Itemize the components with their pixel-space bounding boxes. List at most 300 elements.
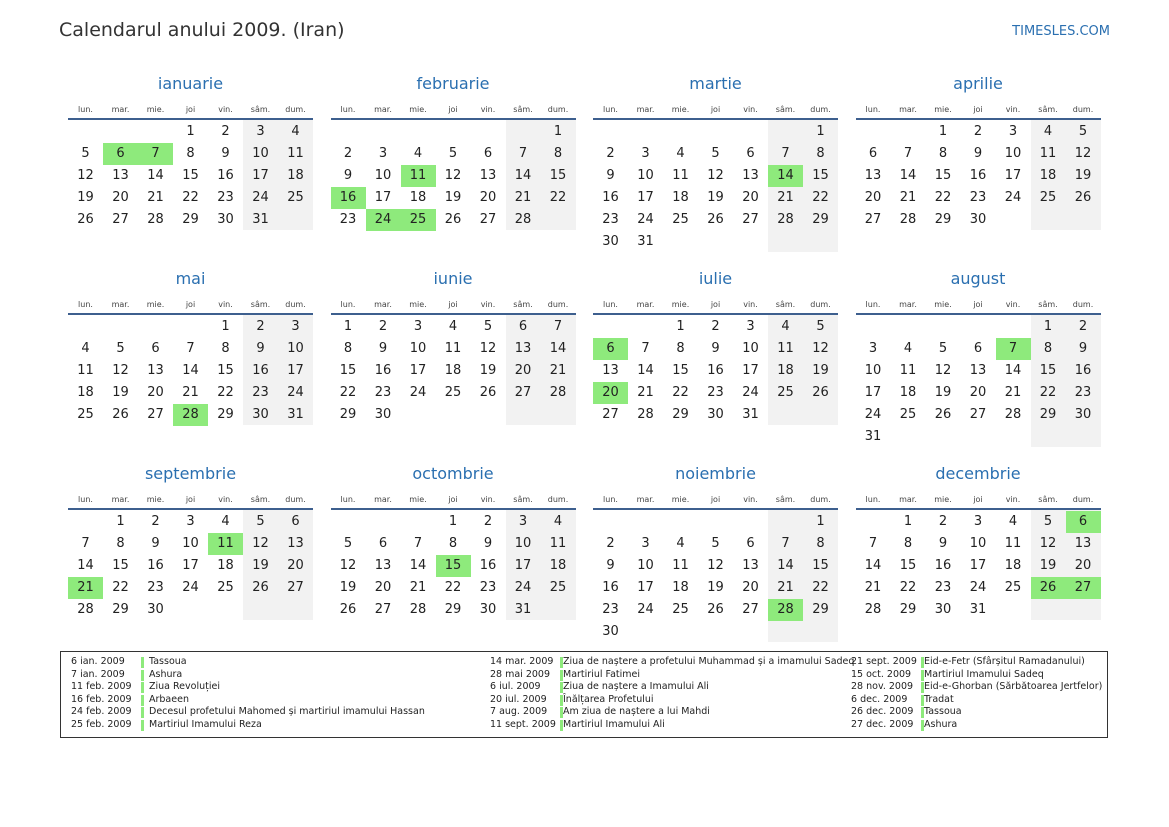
day-cell: 12 [77, 168, 94, 183]
day-cell: 4 [676, 536, 685, 551]
legend-holiday-name: Martiriul Imamului Reza [149, 718, 262, 730]
weekday-label: sâm. [775, 300, 796, 309]
day-cell: 22 [812, 580, 829, 595]
day-cell: 12 [934, 363, 952, 378]
weekday-label: mar. [111, 105, 130, 114]
day-cell: 27 [287, 580, 304, 595]
day-cell: 21 [1004, 385, 1022, 400]
holiday-day-cell: 28 [768, 599, 803, 621]
day-cell: 4 [81, 341, 90, 356]
month-mai [68, 269, 313, 422]
weekday-label: mie. [409, 300, 427, 309]
day-cell: 14 [77, 558, 94, 573]
day-cell: 29 [812, 212, 829, 227]
day-cell: 27 [147, 407, 164, 422]
weekday-label: mar. [374, 105, 392, 114]
day-cell: 2 [606, 146, 615, 161]
day-cell: 10 [637, 558, 654, 573]
day-cell: 3 [291, 319, 300, 334]
weekday-label: dum. [285, 105, 306, 114]
day-cell: 17 [409, 363, 427, 378]
day-cell: 19 [444, 190, 462, 205]
month-octombrie [331, 464, 576, 617]
day-cell: 11 [287, 146, 304, 161]
day-cell: 7 [868, 536, 878, 551]
holiday-day-cell: 6 [593, 338, 628, 360]
day-cell: 19 [112, 385, 129, 400]
weekday-label: mar. [636, 300, 655, 309]
day-cell: 20 [147, 385, 164, 400]
day-cell: 18 [672, 190, 689, 205]
day-cell: 17 [969, 558, 987, 573]
day-cell: 10 [637, 168, 654, 183]
day-cell: 23 [217, 190, 234, 205]
day-cell: 4 [676, 146, 685, 161]
day-cell: 7 [781, 536, 790, 551]
day-cell: 11 [1004, 536, 1022, 551]
day-cell: 28 [899, 212, 917, 227]
weekday-label: joi [973, 300, 983, 309]
month-name: august [950, 269, 1006, 288]
day-cell: 3 [256, 124, 265, 139]
day-cell: 6 [746, 146, 755, 161]
day-cell: 3 [746, 319, 755, 334]
day-cell: 8 [903, 536, 913, 551]
day-cell: 17 [864, 385, 882, 400]
day-cell: 30 [147, 602, 164, 617]
weekday-label: vin. [480, 105, 496, 114]
day-cell: 4 [221, 514, 230, 529]
holiday-day-cell: 20 [593, 382, 628, 404]
legend-marker [141, 670, 144, 681]
day-cell: 14 [1004, 363, 1022, 378]
day-cell: 4 [903, 341, 913, 356]
day-cell: 6 [868, 146, 878, 161]
month-name: aprilie [953, 74, 1003, 93]
day-cell: 30 [479, 602, 497, 617]
weekday-label: dum. [810, 495, 831, 504]
day-cell: 28 [514, 212, 532, 227]
day-cell: 18 [1004, 558, 1022, 573]
day-cell: 7 [518, 146, 528, 161]
weekday-label: mie. [146, 300, 165, 309]
day-cell: 4 [448, 319, 458, 334]
day-cell: 9 [973, 146, 983, 161]
day-cell: 8 [816, 536, 825, 551]
day-cell: 8 [186, 146, 195, 161]
day-cell: 27 [479, 212, 497, 227]
day-cell: 29 [672, 407, 689, 422]
day-cell: 21 [549, 363, 567, 378]
weekday-label: dum. [810, 300, 831, 309]
day-cell: 13 [514, 341, 532, 356]
day-cell: 28 [777, 212, 794, 227]
weekday-label: sâm. [775, 105, 796, 114]
weekday-header [593, 299, 838, 315]
day-cell: 16 [707, 363, 724, 378]
day-cell: 21 [147, 190, 164, 205]
day-cell: 9 [378, 341, 388, 356]
day-cell: 26 [479, 385, 497, 400]
day-cell: 26 [707, 212, 724, 227]
day-cell: 26 [934, 407, 952, 422]
day-cell: 17 [374, 190, 392, 205]
day-cell: 20 [1074, 558, 1092, 573]
weekday-label: vin. [480, 495, 496, 504]
day-cell: 8 [448, 536, 458, 551]
day-cell: 25 [672, 602, 689, 617]
day-cell: 14 [864, 558, 882, 573]
weekday-header [68, 494, 313, 510]
weekday-label: joi [448, 105, 458, 114]
day-cell: 22 [217, 385, 234, 400]
day-cell: 12 [707, 168, 724, 183]
weekday-label: joi [710, 105, 721, 114]
weekday-label: lun. [78, 300, 93, 309]
day-cell: 9 [606, 558, 615, 573]
day-cell: 26 [812, 385, 829, 400]
legend-date: 14 mar. 2009 [490, 656, 554, 667]
day-cell: 10 [742, 341, 759, 356]
day-cell: 29 [339, 407, 357, 422]
day-cell: 7 [413, 536, 423, 551]
day-cell: 4 [553, 514, 563, 529]
day-cell: 10 [409, 341, 427, 356]
weekday-header [856, 299, 1101, 315]
legend-holiday-name: Eid-e-Fetr (Sfârșitul Ramadanului) [924, 656, 1085, 667]
day-cell: 26 [252, 580, 269, 595]
weekday-label: mar. [899, 495, 917, 504]
day-cell: 20 [742, 580, 759, 595]
day-cell: 1 [343, 319, 353, 334]
legend-holiday-name: Martiriul Imamului Ali [563, 718, 665, 730]
day-cell: 1 [221, 319, 230, 334]
day-cell: 28 [864, 602, 882, 617]
weekday-label: sâm. [1038, 105, 1058, 114]
legend-date: 27 dec. 2009 [851, 718, 914, 730]
day-cell: 23 [707, 385, 724, 400]
weekday-header [593, 494, 838, 510]
month-name: octombrie [412, 464, 494, 483]
month-name: februarie [416, 74, 490, 93]
day-cell: 15 [812, 168, 829, 183]
day-cell: 23 [339, 212, 357, 227]
day-cell: 16 [602, 190, 619, 205]
day-cell: 23 [252, 385, 269, 400]
day-cell: 18 [217, 558, 234, 573]
day-cell: 5 [483, 319, 493, 334]
day-cell: 24 [742, 385, 759, 400]
legend-holiday-name: Martiriul Fatimei [563, 668, 641, 680]
month-name: ianuarie [157, 74, 224, 93]
day-cell: 2 [483, 514, 493, 529]
day-cell: 24 [637, 212, 654, 227]
weekday-label: vin. [1005, 105, 1021, 114]
day-cell: 19 [934, 385, 952, 400]
day-cell: 10 [1004, 146, 1022, 161]
day-cell: 27 [374, 602, 392, 617]
day-cell: 21 [777, 580, 794, 595]
day-cell: 18 [444, 363, 462, 378]
month-decembrie [856, 464, 1101, 617]
day-cell: 9 [1078, 341, 1088, 356]
day-cell: 19 [707, 190, 724, 205]
legend-date: 11 sept. 2009 [490, 718, 556, 730]
month-iulie [593, 269, 838, 422]
day-cell: 12 [479, 341, 497, 356]
day-cell: 9 [711, 341, 720, 356]
day-cell: 20 [287, 558, 304, 573]
day-cell: 18 [287, 168, 304, 183]
day-cell: 7 [553, 319, 563, 334]
day-cell: 2 [1078, 319, 1088, 334]
day-cell: 3 [518, 514, 528, 529]
day-cell: 25 [1004, 580, 1022, 595]
weekday-label: lun. [340, 105, 356, 114]
day-cell: 14 [409, 558, 427, 573]
day-cell: 3 [641, 146, 650, 161]
legend-date: 21 sept. 2009 [851, 656, 917, 667]
holiday-day-cell: 14 [768, 165, 803, 187]
legend-holiday-name: Decesul profetului Mahomed și martiriul imamului Hassan [149, 706, 425, 718]
day-cell: 16 [479, 558, 497, 573]
day-cell: 10 [252, 146, 269, 161]
day-cell: 19 [707, 580, 724, 595]
day-cell: 4 [291, 124, 300, 139]
day-cell: 25 [899, 407, 917, 422]
day-cell: 23 [1074, 385, 1092, 400]
holiday-day-cell: 11 [208, 533, 243, 555]
day-cell: 31 [864, 429, 882, 444]
holiday-day-cell: 26 [1031, 577, 1066, 599]
day-cell: 11 [549, 536, 567, 551]
day-cell: 25 [217, 580, 234, 595]
day-cell: 15 [182, 168, 199, 183]
weekday-label: vin. [743, 105, 758, 114]
day-cell: 25 [672, 212, 689, 227]
day-cell: 28 [77, 602, 94, 617]
weekday-label: lun. [78, 495, 93, 504]
weekday-label: vin. [218, 105, 233, 114]
weekday-label: lun. [78, 105, 93, 114]
day-cell: 29 [1039, 407, 1057, 422]
day-cell: 22 [812, 190, 829, 205]
holiday-day-cell: 27 [1066, 577, 1101, 599]
weekday-label: sâm. [1038, 495, 1058, 504]
day-cell: 11 [77, 363, 94, 378]
legend-date: 16 feb. 2009 [71, 693, 132, 705]
day-cell: 23 [602, 602, 619, 617]
legend-date: 7 aug. 2009 [490, 706, 548, 718]
day-cell: 19 [479, 363, 497, 378]
day-cell: 21 [777, 190, 794, 205]
weekday-header [856, 494, 1101, 510]
month-name: mai [175, 269, 206, 288]
weekday-label: dum. [285, 300, 306, 309]
day-cell: 17 [637, 580, 654, 595]
legend-marker [141, 707, 144, 718]
day-cell: 7 [81, 536, 90, 551]
month-name: iulie [698, 269, 733, 288]
day-cell: 17 [514, 558, 532, 573]
month-name: noiembrie [675, 464, 756, 483]
day-cell: 13 [742, 558, 759, 573]
day-cell: 17 [1004, 168, 1022, 183]
day-cell: 23 [479, 580, 497, 595]
month-februarie [331, 74, 576, 227]
weekday-label: joi [710, 300, 721, 309]
weekday-label: mar. [374, 495, 392, 504]
month-noiembrie [593, 464, 838, 639]
weekday-label: vin. [218, 495, 233, 504]
weekday-label: lun. [865, 300, 881, 309]
weekday-label: sâm. [250, 495, 271, 504]
day-cell: 11 [444, 341, 462, 356]
weekday-label: lun. [603, 300, 618, 309]
day-cell: 17 [742, 363, 759, 378]
weekday-label: mie. [671, 495, 690, 504]
day-cell: 26 [444, 212, 462, 227]
day-cell: 22 [1039, 385, 1057, 400]
day-cell: 7 [186, 341, 195, 356]
weekday-header [593, 104, 838, 120]
day-cell: 14 [777, 558, 794, 573]
day-cell: 24 [287, 385, 304, 400]
day-cell: 15 [1039, 363, 1057, 378]
month-august [856, 269, 1101, 444]
day-cell: 23 [969, 190, 987, 205]
day-cell: 11 [899, 363, 917, 378]
day-cell: 6 [746, 536, 755, 551]
weekday-label: joi [710, 495, 721, 504]
day-cell: 16 [969, 168, 987, 183]
weekday-label: sâm. [775, 495, 796, 504]
day-cell: 21 [182, 385, 199, 400]
day-cell: 24 [969, 580, 987, 595]
weekday-label: mar. [111, 300, 130, 309]
day-cell: 5 [711, 536, 720, 551]
day-cell: 24 [252, 190, 269, 205]
day-cell: 29 [217, 407, 234, 422]
day-cell: 14 [147, 168, 164, 183]
holiday-day-cell: 25 [401, 209, 436, 231]
day-cell: 9 [343, 168, 353, 183]
day-cell: 28 [637, 407, 654, 422]
day-cell: 2 [938, 514, 948, 529]
day-cell: 14 [514, 168, 532, 183]
weekday-label: vin. [743, 495, 758, 504]
weekday-label: sâm. [250, 300, 271, 309]
month-ianuarie [68, 74, 313, 227]
day-cell: 13 [742, 168, 759, 183]
legend-date: 11 feb. 2009 [71, 681, 132, 693]
day-cell: 8 [116, 536, 125, 551]
weekday-label: joi [185, 300, 196, 309]
weekday-label: mie. [409, 495, 427, 504]
page-title: Calendarul anului 2009. (Iran) [59, 19, 345, 41]
weekday-label: lun. [603, 105, 618, 114]
day-cell: 23 [374, 385, 392, 400]
day-cell: 28 [549, 385, 567, 400]
weekday-label: mar. [899, 105, 917, 114]
weekday-label: mar. [899, 300, 917, 309]
day-cell: 14 [637, 363, 654, 378]
weekday-label: mie. [671, 300, 690, 309]
day-cell: 14 [549, 341, 567, 356]
day-cell: 18 [672, 580, 689, 595]
legend-marker [141, 695, 144, 706]
legend-holiday-name: Tassoua [149, 656, 187, 667]
day-cell: 31 [742, 407, 759, 422]
day-cell: 27 [864, 212, 882, 227]
site-link[interactable]: TIMESLES.COM [1012, 24, 1110, 39]
weekday-label: mar. [636, 105, 655, 114]
weekday-label: mie. [934, 105, 952, 114]
day-cell: 18 [1039, 168, 1057, 183]
day-cell: 2 [256, 319, 265, 334]
legend-marker [141, 657, 144, 668]
month-name: iunie [433, 269, 473, 288]
day-cell: 26 [707, 602, 724, 617]
day-cell: 10 [514, 536, 532, 551]
day-cell: 6 [378, 536, 388, 551]
legend-holiday-name: Martiriul Imamului Sadeq [924, 668, 1044, 680]
day-cell: 31 [969, 602, 987, 617]
weekday-label: mie. [146, 495, 165, 504]
weekday-label: joi [973, 105, 983, 114]
day-cell: 2 [151, 514, 160, 529]
weekday-header [331, 104, 576, 120]
weekday-label: dum. [547, 495, 569, 504]
day-cell: 22 [899, 580, 917, 595]
day-cell: 13 [287, 536, 304, 551]
day-cell: 14 [899, 168, 917, 183]
day-cell: 13 [374, 558, 392, 573]
day-cell: 26 [1074, 190, 1092, 205]
day-cell: 15 [899, 558, 917, 573]
weekday-label: sâm. [1038, 300, 1058, 309]
day-cell: 15 [549, 168, 567, 183]
weekday-label: vin. [218, 300, 233, 309]
holiday-legend [60, 651, 1108, 738]
holiday-day-cell: 6 [103, 143, 138, 165]
day-cell: 20 [969, 385, 987, 400]
day-cell: 12 [112, 363, 129, 378]
day-cell: 15 [934, 168, 952, 183]
day-cell: 21 [514, 190, 532, 205]
day-cell: 8 [221, 341, 230, 356]
day-cell: 1 [676, 319, 685, 334]
day-cell: 5 [81, 146, 90, 161]
day-cell: 19 [1074, 168, 1092, 183]
day-cell: 27 [602, 407, 619, 422]
weekday-label: mie. [671, 105, 690, 114]
day-cell: 23 [934, 580, 952, 595]
day-cell: 25 [287, 190, 304, 205]
weekday-label: joi [185, 105, 196, 114]
day-cell: 15 [339, 363, 357, 378]
day-cell: 8 [343, 341, 353, 356]
day-cell: 15 [217, 363, 234, 378]
day-cell: 27 [742, 212, 759, 227]
weekday-header [856, 104, 1101, 120]
day-cell: 12 [1039, 536, 1057, 551]
day-cell: 3 [1008, 124, 1018, 139]
day-cell: 18 [549, 558, 567, 573]
day-cell: 12 [444, 168, 462, 183]
legend-holiday-name: Ziua de naștere a Imamului Ali [563, 681, 709, 693]
weekday-label: dum. [1072, 300, 1094, 309]
